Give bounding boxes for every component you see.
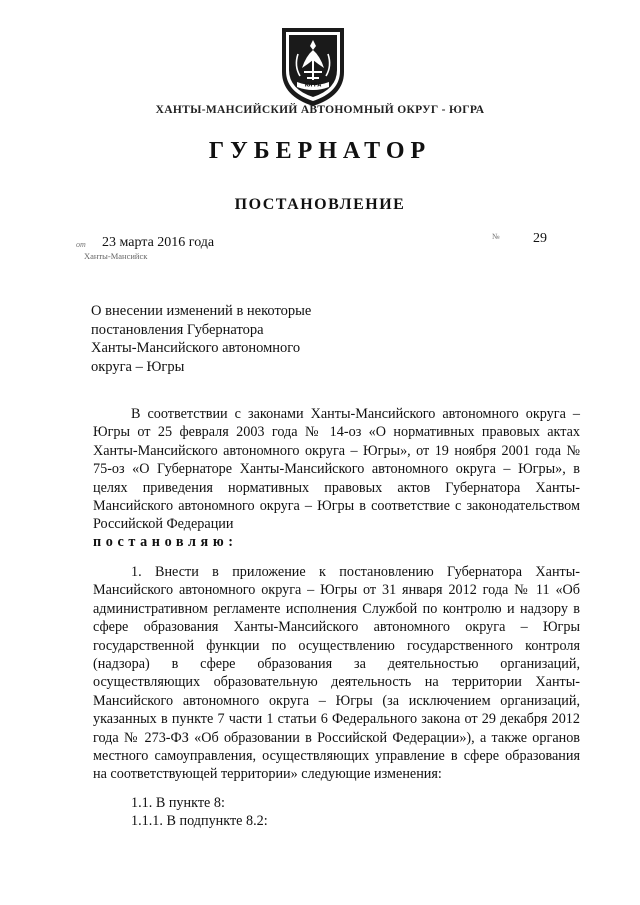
- item-1-1-1: 1.1.1. В подпункте 8.2:: [131, 813, 268, 829]
- item-1-1: 1.1. В пункте 8:: [131, 795, 225, 811]
- number-prefix: №: [492, 232, 500, 241]
- emblem-label: ЮГРА: [304, 82, 322, 89]
- coat-of-arms-emblem: [276, 24, 350, 108]
- resolve-word: постановляю:: [93, 534, 238, 550]
- authority-title: ГУБЕРНАТОР: [208, 138, 432, 164]
- date-prefix: от: [76, 240, 86, 249]
- document-type: ПОСТАНОВЛЕНИЕ: [234, 196, 406, 213]
- document-subject: [91, 302, 311, 376]
- document-number: 29: [533, 231, 547, 246]
- subject-line: постановления Губернатора: [91, 321, 264, 338]
- city-name: Ханты-Мансийск: [84, 251, 148, 261]
- item-1-paragraph: 1. Внести в приложение к постановлению Губернатора Ханты-Мансийского автономного округа – Югры от 31 января 2012 года № 11 «Об административном регламенте исполнения Службой по контролю и надзору в сфере образования Ханты-Мансийского автономного округа – Югры государственной функции по осуществлению государственного контроля (надзора) в сфере образования за деятельностью организаций, осуществляющих образовательную деятельность на территории Ханты-Мансийского автономного округа – Югры (за исключением организаций, указанных в пункте 7 части 1 статьи 6 Федерального закона от 29 декабря 2012 года № 273-ФЗ «Об образовании в Российской Федерации»), а также органов местного самоуправления, осуществляющих управление в сфере образования на соответствующей территории» следующие изменения:: [93, 564, 580, 783]
- subject-line: округа – Югры: [91, 358, 185, 375]
- preamble-paragraph: В соответствии с законами Ханты-Мансийского автономного округа – Югры от 25 февраля 2003 года № 14-оз «О нормативных правовых актах Ханты-Мансийского автономного округа – Югры», от 19 ноября 2001 года № 75-оз «О Губернаторе Ханты-Мансийского автономного округа – Югры», в целях приведения нормативных правовых актов Губернатора Ханты-Мансийского автономного округа – Югры в соответствие с законодательством Российской Федерации: [93, 406, 580, 533]
- subject-line: О внесении изменений в некоторые: [91, 303, 312, 319]
- document-date: 23 марта 2016 года: [102, 235, 215, 250]
- region-name: ХАНТЫ-МАНСИЙСКИЙ АВТОНОМНЫЙ ОКРУГ - ЮГРА: [155, 104, 485, 116]
- subject-line: Ханты-Мансийского автономного: [91, 340, 301, 356]
